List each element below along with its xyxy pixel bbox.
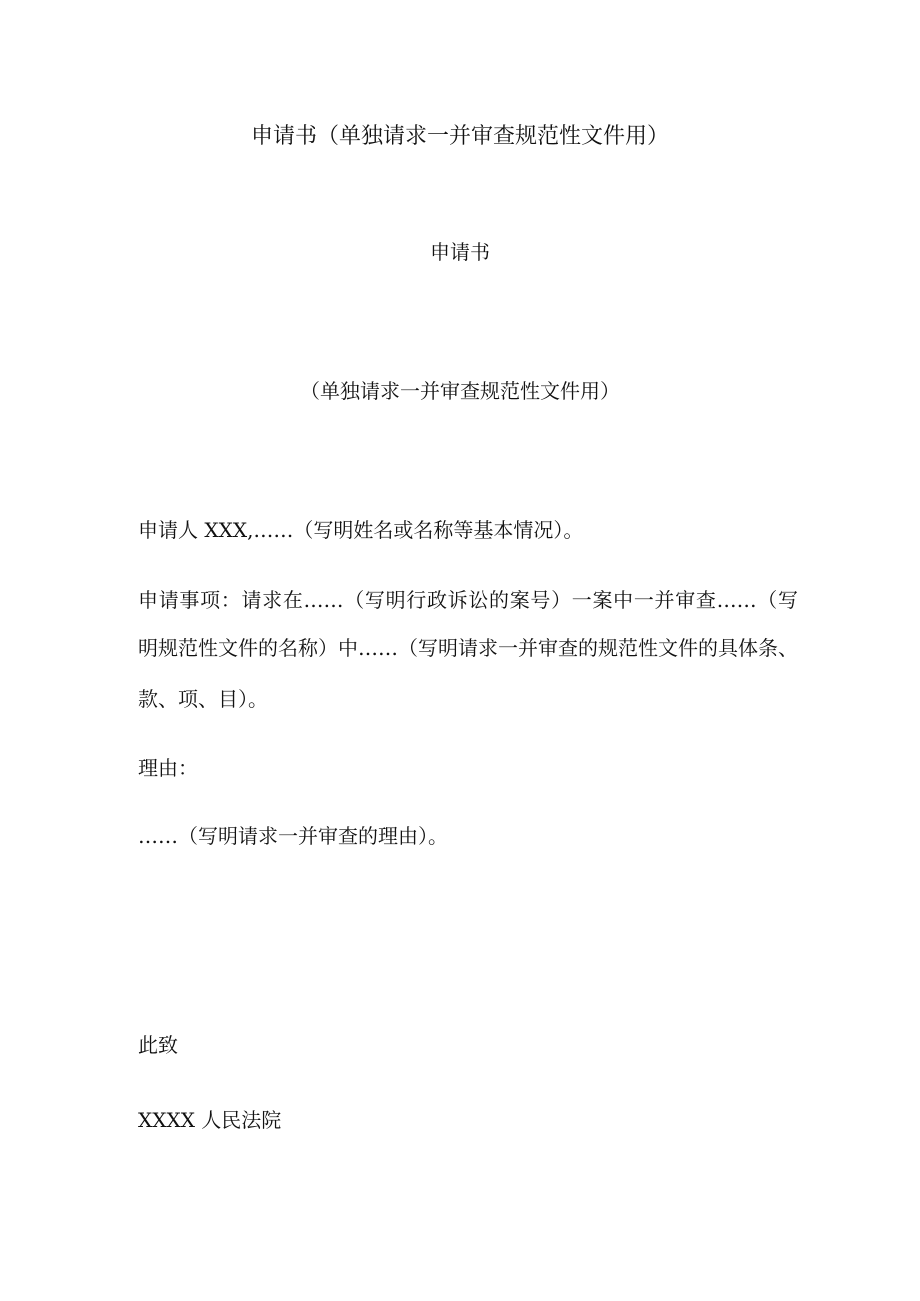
form-subheading: （单独请求一并审查规范性文件用）: [300, 379, 620, 403]
closing-salutation: 此致: [138, 1033, 178, 1057]
reason-label: 理由：: [138, 756, 198, 780]
form-heading: 申请书: [430, 240, 490, 264]
recipient-court: XXXX 人民法院: [138, 1108, 282, 1132]
request-line-1: 申请事项：请求在……（写明行政诉讼的案号）一案中一并审查……（写: [138, 588, 798, 612]
applicant-line: 申请人 XXX,……（写明姓名或名称等基本情况）。: [138, 518, 584, 542]
document-title: 申请书（单独请求一并审查规范性文件用）: [250, 124, 669, 149]
reason-text: ……（写明请求一并审查的理由）。: [138, 824, 448, 848]
request-line-3: 款、项、目）。: [138, 687, 268, 711]
request-line-2: 明规范性文件的名称）中……（写明请求一并审查的规范性文件的具体条、: [138, 636, 798, 660]
